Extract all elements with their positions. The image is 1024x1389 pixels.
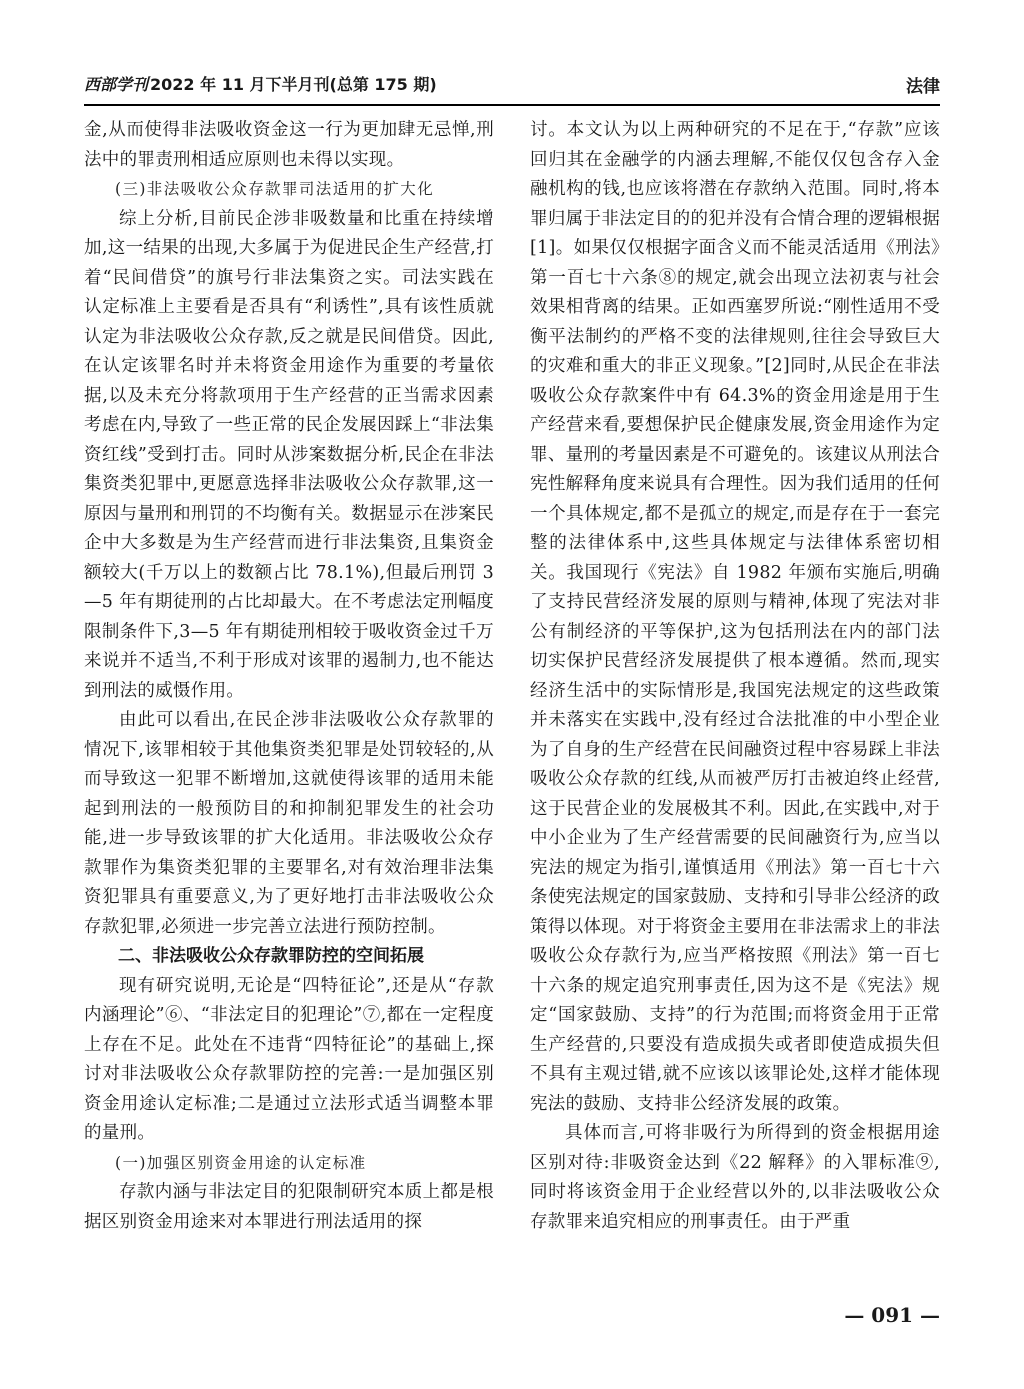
section-title: 法律	[906, 77, 940, 97]
subsection-heading: (三)非法吸收公众存款罪司法适用的扩大化	[115, 180, 435, 198]
issue-info: 2022 年 11 月下半月刊(总第 175 期)	[150, 75, 437, 94]
journal-logo: 西部学刊	[84, 75, 149, 94]
journal-masthead	[84, 72, 437, 95]
section-heading: 二、非法吸收公众存款罪防控的空间拓展	[118, 946, 424, 966]
left-column	[84, 116, 494, 1237]
subsection-heading: (一)加强区别资金用途的认定标准	[115, 1153, 367, 1172]
paragraph: 综上分析,目前民企涉非吸数量和比重在持续增加,这一结果的出现,大多属于为促进民企生产经营,打着“民间借贷”的旗号行非法集资之实。司法实践在认定标准上主要看是否具有“利诱性”,具有该性质就认定为非法吸收公众存款,反之就是民间借贷。因此,在认定该罪名时并未将资金用途作为重要的考量依据,以及未充分将款项用于生产经营的正当需求因素考虑在内,导致了一些正常的民企发展因踩上“非法集资红线”受到打击。同时从涉案数据分析,民企在非法集资类犯罪中,更愿意选择非法吸收公众存款罪,这一原因与量刑和刑罚的不均衡有关。数据显示在涉案民企中大多数是为生产经营而进行非法集资,且集资金额较大(千万以上的数额占比 78.1%),但最后刑罚 3—5 年有期徒刑的占比却最大。在不考虑法定刑幅度限制条件下,3—5 年有期徒刑相较于吸收资金过千万来说并不适当,不利于形成对该罪的遏制力,也不能达到刑法的威慑作用。	[84, 208, 494, 701]
paragraph: 讨。本文认为以上两种研究的不足在于,“存款”应该回归其在金融学的内涵去理解,不能仅仅包含存入金融机构的钱,也应该将潜在存款纳入范围。同时,将本罪归属于非法定目的的犯并没有合情合理的逻辑根据[1]。如果仅仅根据字面含义而不能灵活适用《刑法》第一百七十六条⑧的规定,就会出现立法初衷与社会效果相背离的结果。正如西塞罗所说:“刚性适用不受衡平法制约的严格不变的法律规则,往往会导致巨大的灾难和重大的非正义现象。”[2]同时,从民企在非法吸收公众存款案件中有 64.3%的资金用途是用于生产经营来看,要想保护民企健康发展,资金用途作为定罪、量刑的考量因素是不可避免的。该建议从刑法合宪性解释角度来说具有合理性。因为我们适用的任何一个具体规定,都不是孤立的规定,而是存在于一套完整的法律体系中,这些具体规定与法律体系密切相关。我国现行《宪法》自 1982 年颁布实施后,明确了支持民营经济发展的原则与精神,体现了宪法对非公有制经济的平等保护,这为包括刑法在内的部门法切实保护民营经济发展提供了根本遵循。然而,现实经济生活中的实际情形是,我国宪法规定的这些政策并未落实在实践中,没有经过合法批准的中小型企业为了自身的生产经营在民间融资过程中容易踩上非法吸收公众存款的红线,从而被严厉打击被迫终止经营,这于民营企业的发展极其不利。因此,在实践中,对于中小企业为了生产经营需要的民间融资行为,应当以宪法的规定为指引,谨慎适用《刑法》第一百七十六条使宪法规定的国家鼓励、支持和引导非公经济的政策得以体现。对于将资金主要用在非法需求上的非法吸收公众存款行为,应当严格按照《刑法》第一百七十六条的规定追究刑事责任,因为这不是《宪法》规定“国家鼓励、支持”的行为范围;而将资金用于正常生产经营的,只要没有造成损失或者即使造成损失但不具有主观过错,就不应该以该罪论处,这样才能体现宪法的鼓励、支持非公经济发展的政策。	[530, 120, 940, 1114]
paragraph: 存款内涵与非法定目的犯限制研究本质上都是根据区别资金用途来对本罪进行刑法适用的探	[84, 1182, 494, 1232]
paragraph: 具体而言,可将非吸行为所得到的资金根据用途区别对待:非吸资金达到《22 解释》的入罪标准⑨,同时将该资金用于企业经营以外的,以非法吸收公众存款罪来追究相应的刑事责任。由于严重	[530, 1123, 940, 1232]
running-header	[84, 62, 940, 106]
paragraph: 由此可以看出,在民企涉非法吸收公众存款罪的情况下,该罪相较于其他集资类犯罪是处罚较轻的,从而导致这一犯罪不断增加,这就使得该罪的适用未能起到刑法的一般预防目的和抑制犯罪发生的社会功能,进一步导致该罪的扩大化适用。非法吸收公众存款罪作为集资类犯罪的主要罪名,对有效治理非法集资犯罪具有重要意义,为了更好地打击非法吸收公众存款犯罪,必须进一步完善立法进行预防控制。	[84, 710, 494, 937]
right-column	[530, 116, 940, 1237]
paragraph: 金,从而使得非法吸收资金这一行为更加肆无忌惮,刑法中的罪责刑相适应原则也未得以实现。	[84, 120, 494, 170]
paragraph: 现有研究说明,无论是“四特征论”,还是从“存款内涵理论”⑥、“非法定目的犯理论”⑦,都在一定程度上存在不足。此处在不违背“四特征论”的基础上,探讨对非法吸收公众存款罪防控的完善:一是加强区别资金用途认定标准;二是通过立法形式适当调整本罪的量刑。	[84, 975, 494, 1143]
page-number: — 091 —	[844, 1303, 940, 1327]
